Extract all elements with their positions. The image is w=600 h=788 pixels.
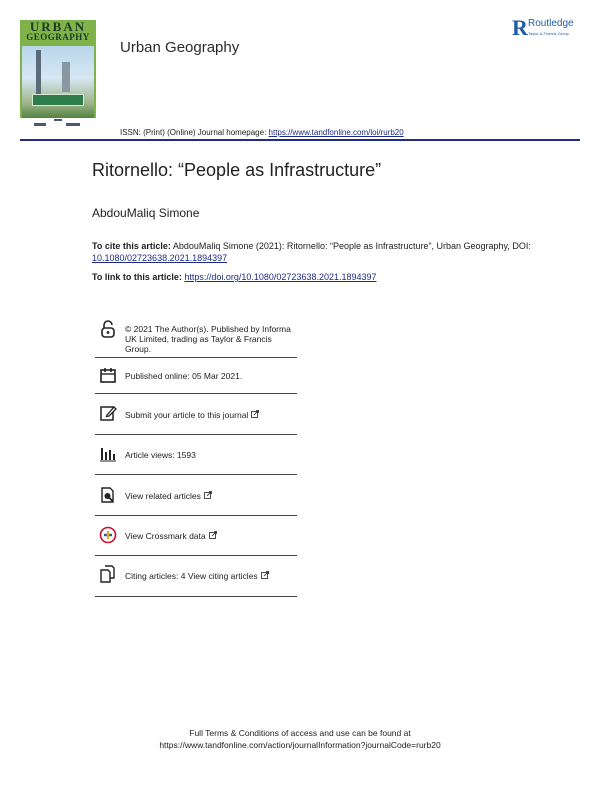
cover-building — [62, 62, 70, 92]
terms-line: Full Terms & Conditions of access and use can be found at — [189, 728, 411, 738]
terms-footer — [0, 727, 600, 751]
citing-documents-icon — [99, 565, 117, 583]
info-crossmark[interactable] — [95, 516, 297, 556]
article-doi-link[interactable]: https://doi.org/10.1080/02723638.2021.1894397 — [184, 272, 377, 282]
cover-sign — [32, 94, 84, 106]
journal-name[interactable]: Urban Geography — [120, 39, 240, 56]
cover-title — [20, 22, 96, 42]
terms-url[interactable]: https://www.tandfonline.com/action/journalInformation?journalCode=rurb20 — [159, 740, 441, 750]
publisher-subtitle: Taylor & Francis Group — [528, 31, 569, 36]
view-related-label: View related articles — [125, 491, 201, 501]
article-views: Article views: 1593 — [125, 450, 196, 460]
cite-doi-link[interactable]: 10.1080/02723638.2021.1894397 — [92, 253, 228, 263]
issn-label: ISSN: (Print) (Online) Journal homepage: — [120, 128, 269, 137]
related-articles-search-icon — [99, 486, 117, 504]
external-link-icon — [209, 531, 217, 539]
crossmark-icon — [99, 526, 117, 544]
external-link-icon — [251, 410, 259, 418]
external-link-icon — [204, 491, 212, 499]
external-link-icon — [261, 571, 269, 579]
cite-text: AbdouMaliq Simone (2021): Ritornello: “People as Infrastructure”, Urban Geography, DOI: — [170, 241, 531, 251]
submit-edit-icon — [99, 404, 117, 422]
submit-article-label: Submit your article to this journal — [125, 410, 249, 420]
view-related-link[interactable] — [125, 491, 297, 501]
view-crossmark-link[interactable] — [125, 531, 297, 541]
cover-tower — [36, 50, 41, 94]
routledge-logo-icon: R — [512, 15, 528, 40]
publisher-name: Routledge — [528, 18, 574, 29]
info-related[interactable] — [95, 475, 297, 516]
article-author: AbdouMaliq Simone — [92, 206, 200, 220]
header-divider — [20, 139, 580, 141]
citation-block — [92, 240, 532, 264]
info-license[interactable] — [95, 316, 297, 358]
citing-articles-label: Citing articles: 4 View citing articles — [125, 571, 258, 581]
cover-title-line2: GEOGRAPHY — [26, 32, 90, 42]
bar-chart-icon — [99, 445, 117, 463]
calendar-icon — [99, 366, 117, 384]
open-access-lock-icon — [99, 320, 117, 338]
view-crossmark-label: View Crossmark data — [125, 531, 206, 541]
cover-footer — [20, 118, 96, 134]
info-views — [95, 435, 297, 475]
journal-cover-image — [20, 20, 96, 134]
link-label: To link to this article: — [92, 272, 185, 282]
journal-homepage-link[interactable]: https://www.tandfonline.com/loi/rurb20 — [268, 128, 404, 137]
cover-title-line1: URBAN — [29, 20, 87, 34]
article-info-list — [95, 316, 297, 597]
article-title: Ritornello: “People as Infrastructure” — [92, 160, 382, 180]
info-published — [95, 358, 297, 394]
article-link-line — [92, 272, 377, 282]
info-citing[interactable] — [95, 556, 297, 597]
cite-label: To cite this article: — [92, 241, 171, 251]
publisher-logo[interactable] — [512, 17, 584, 41]
submit-article-link[interactable] — [125, 410, 297, 420]
license-text: © 2021 The Author(s). Published by Informa UK Limited, trading as Taylor & Francis Group. — [125, 324, 291, 354]
issn-line — [120, 128, 404, 137]
view-citing-link[interactable] — [125, 571, 297, 581]
info-submit[interactable] — [95, 394, 297, 435]
published-date: Published online: 05 Mar 2021. — [125, 371, 243, 381]
